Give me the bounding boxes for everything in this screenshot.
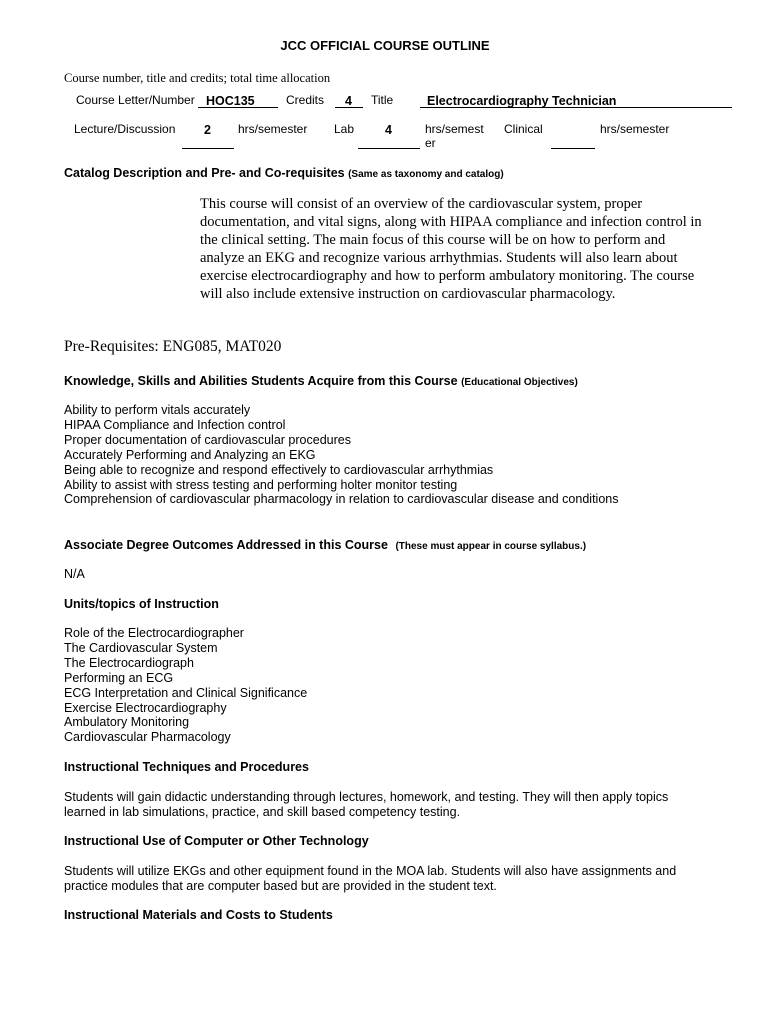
- objectives-heading-text: Knowledge, Skills and Abilities Students Acquire from this Course: [64, 374, 458, 388]
- list-item: Role of the Electrocardiographer: [64, 626, 244, 640]
- credits-label: Credits: [286, 93, 325, 107]
- list-item: Ability to assist with stress testing and performing holter monitor testing: [64, 477, 458, 492]
- lecture-hours-value: 2: [204, 123, 211, 137]
- credits-underline: [335, 107, 363, 108]
- technology-heading: Instructional Use of Computer or Other Technology: [64, 834, 369, 848]
- techniques-text: Students will gain didactic understanding through lectures, homework, and testing. They will then apply topics learned in lab simulations, practice, and skill based competency testing.: [64, 790, 669, 819]
- catalog-heading-text: Catalog Description and Pre- and Co-requisites: [64, 166, 345, 180]
- list-item: HIPAA Compliance and Infection control: [64, 417, 286, 432]
- lab-unit-line2: er: [425, 136, 436, 150]
- outcomes-heading-note: (These must appear in course syllabus.): [395, 541, 587, 552]
- objectives-list: [64, 403, 618, 507]
- catalog-description: This course will consist of an overview of the cardiovascular system, proper documentation, and vital signs, along with HIPAA compliance and infection control in the clinical setting. The main focus of this course will be on how to perform and analyze an EKG and recognize various arrhythmias. Students will also learn about exercise electrocardiography and how to perform ambulatory monitoring. The course will also include extensive instruction on cardiovascular pharmacology.: [200, 196, 702, 302]
- title-label: Title: [371, 93, 394, 107]
- materials-heading: Instructional Materials and Costs to Students: [64, 908, 333, 922]
- clinical-hours-underline: [551, 148, 595, 149]
- lab-unit: [425, 122, 484, 150]
- list-item: Exercise Electrocardiography: [64, 700, 227, 715]
- units-heading: Units/topics of Instruction: [64, 597, 219, 611]
- units-list: [64, 626, 307, 745]
- course-number-underline: [198, 107, 278, 108]
- objectives-heading-note: (Educational Objectives): [461, 377, 578, 388]
- list-item: Accurately Performing and Analyzing an EKG: [64, 447, 316, 462]
- document-title: JCC OFFICIAL COURSE OUTLINE: [280, 38, 490, 53]
- lecture-label: Lecture/Discussion: [74, 122, 176, 136]
- list-item: Ability to perform vitals accurately: [64, 403, 251, 417]
- list-item: Being able to recognize and respond effectively to cardiovascular arrhythmias: [64, 462, 494, 477]
- list-item: Proper documentation of cardiovascular procedures: [64, 432, 351, 447]
- outcomes-value: N/A: [64, 567, 85, 581]
- list-item: The Cardiovascular System: [64, 640, 218, 655]
- lecture-unit: hrs/semester: [238, 122, 308, 136]
- list-item: ECG Interpretation and Clinical Significance: [64, 685, 308, 700]
- course-letter-number-value: HOC135: [206, 94, 255, 108]
- lecture-hours-underline: [182, 148, 234, 149]
- prerequisites: Pre-Requisites: ENG085, MAT020: [64, 338, 282, 355]
- techniques-heading: Instructional Techniques and Procedures: [64, 760, 309, 774]
- outcomes-heading: [64, 538, 586, 552]
- technology-text: Students will utilize EKGs and other equipment found in the MOA lab. Students will also have assignments and practice modules that are computer based but are provided in the student text.: [64, 864, 677, 893]
- course-letter-number-label: Course Letter/Number: [76, 93, 195, 107]
- clinical-unit: hrs/semester: [600, 122, 670, 136]
- list-item: The Electrocardiograph: [64, 655, 194, 670]
- outcomes-heading-text: Associate Degree Outcomes Addressed in this Course: [64, 538, 388, 552]
- title-underline: [420, 107, 732, 108]
- credits-value: 4: [345, 94, 352, 108]
- list-item: Comprehension of cardiovascular pharmacology in relation to cardiovascular disease and conditions: [64, 492, 619, 507]
- lab-hours-underline: [358, 148, 420, 149]
- lab-unit-line1: hrs/semest: [425, 122, 484, 136]
- objectives-heading: [64, 374, 578, 388]
- clinical-label: Clinical: [504, 122, 543, 136]
- catalog-heading: [64, 166, 504, 180]
- course-info-heading: Course number, title and credits; total time allocation: [64, 71, 331, 85]
- list-item: Cardiovascular Pharmacology: [64, 730, 231, 745]
- list-item: Ambulatory Monitoring: [64, 715, 190, 730]
- catalog-heading-note: (Same as taxonomy and catalog): [348, 169, 504, 180]
- lab-hours-value: 4: [385, 123, 392, 137]
- lab-label: Lab: [334, 122, 355, 136]
- course-title-value: Electrocardiography Technician: [427, 94, 617, 108]
- list-item: Performing an ECG: [64, 670, 174, 685]
